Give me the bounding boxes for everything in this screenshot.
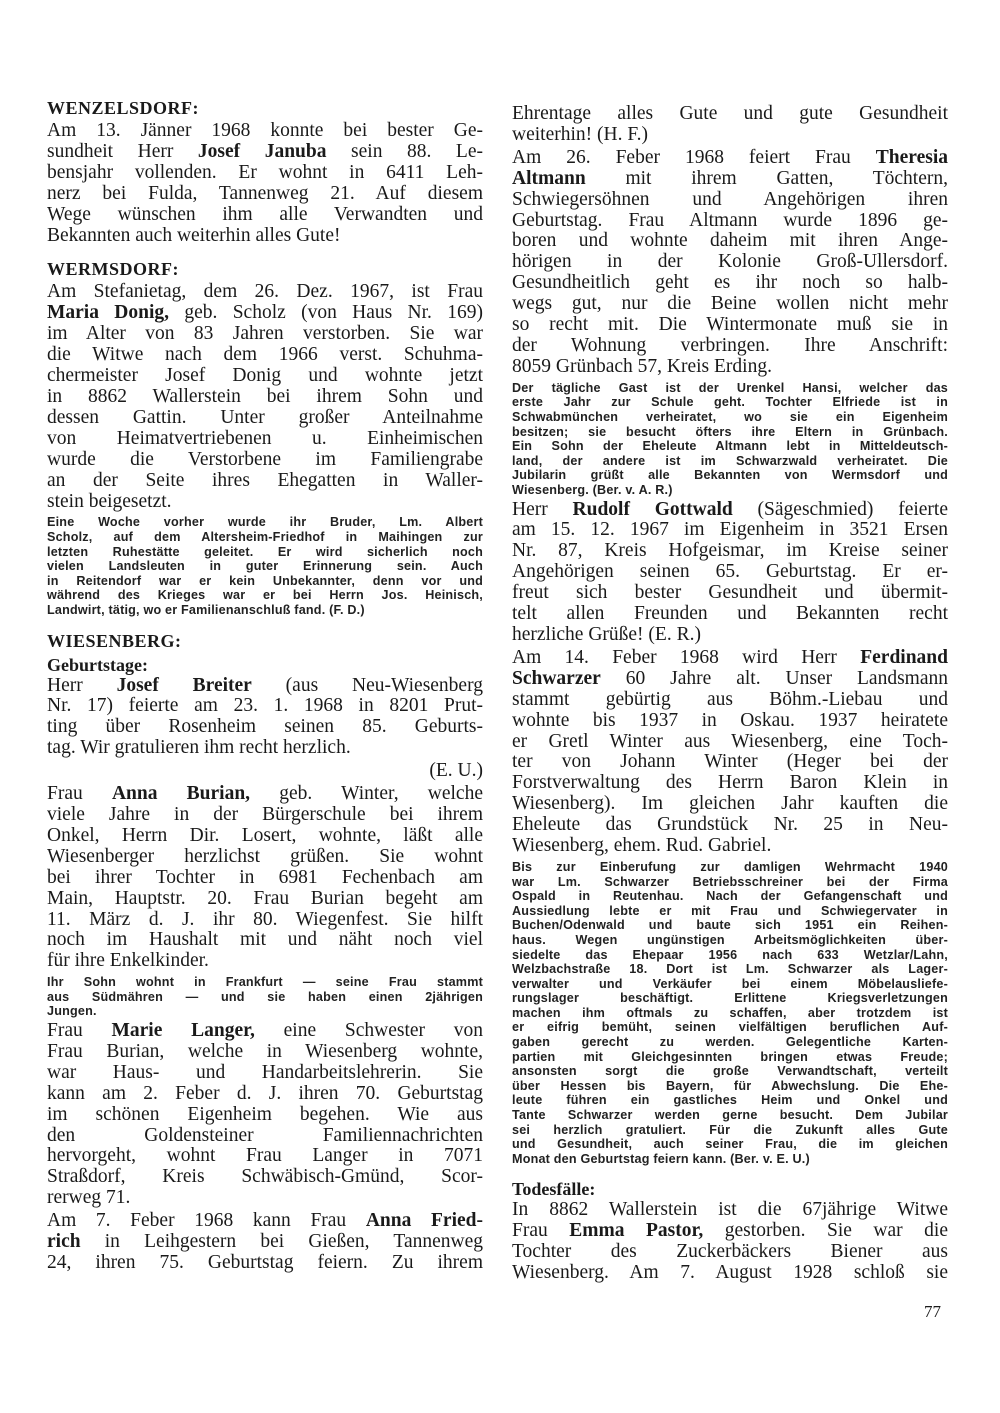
text-line: Jubilarin grüßt alle Bekannten von Wermsdorf und: [512, 468, 948, 483]
text-line: und Gesundheit, auch seiner Frau, die im gleichen: [512, 1137, 948, 1152]
person-name: Scholz,: [47, 530, 93, 544]
text-line: aus Südmähren — und sie haben einen 2jährigen: [47, 989, 483, 1004]
text-segment: geb. Scholz (von Haus Nr. 169): [169, 302, 484, 324]
text-line: tag. Wir gratulieren ihm recht herzlich.: [47, 737, 351, 759]
person-name: Anna Fried-: [365, 1210, 483, 1232]
text-line: Schwiegersöhnen und Angehörigen ihren: [512, 188, 948, 210]
text-line: sei herzlich gratuliert. Für die Zukunft alles Gute: [512, 1122, 948, 1137]
text-line: Wiesenberg, ehem. Rud. Gabriel.: [512, 835, 772, 857]
person-name: Josef Breiter: [116, 674, 252, 696]
text-line: Buchen/Odenwald und baute sich 1951 ein Reihen-: [512, 918, 948, 933]
person-name: Altmann: [512, 167, 586, 189]
text-line: [47, 784, 483, 805]
text-line: ansonsten sorgt die große Verwandtschaft, verteilt: [512, 1064, 948, 1079]
text-segment: geb. Winter, welche: [250, 783, 483, 805]
text-line: Monat den Geburtstag feiern kann. (Ber. v. E. U.): [512, 1151, 810, 1166]
text-line: kann am 2. Feber d. J. ihren 70. Geburtstag: [47, 1082, 483, 1104]
text-line: partien mit Gleichgesinnten bringen etwas Freude;: [512, 1049, 948, 1064]
text-line: der Wohnung verbringen. Ihre Anschrift:: [512, 334, 948, 356]
text-line: WIESENBERG:: [47, 630, 182, 651]
section-heading: [47, 97, 483, 119]
text-line: so recht mit. Die Wintermonate muß sie in: [512, 314, 948, 336]
text-line: Bis zur Einberufung zur damligen Wehrmacht 1940: [512, 859, 948, 874]
text-line: in 8862 Wallerstein bei ihrem Sohn und: [47, 385, 483, 407]
paragraph: [512, 500, 948, 646]
text-line: den Goldensteiner Familiennachrichten: [47, 1124, 483, 1146]
text-line: [47, 142, 483, 163]
text-line: Ospald in Reutenhau. Nach der Gefangenschaft und: [512, 889, 948, 904]
text-line: leute führen ein gastliches Heim und Onkel und: [512, 1093, 948, 1108]
paragraph: [512, 148, 948, 378]
text-line: WERMSDORF:: [47, 259, 179, 280]
text-segment: mit ihrem Gatten, Töchtern,: [585, 167, 948, 189]
text-line: stammt gebürtig aus Böhm.-Liebau und: [512, 688, 948, 710]
text-segment: (aus Neu-Wiesenberg: [251, 674, 483, 696]
text-line: war Lm. Schwarzer Betriebsschreiner bei der Firma: [512, 874, 948, 889]
text-line: Am 13. Jänner 1968 konnte bei bester Ge-: [47, 120, 483, 141]
text-line: Onkel, Herrn Dir. Losert, wohnte, läßt alle: [47, 824, 483, 846]
paragraph: [47, 676, 483, 760]
text-line: besitzen; sie besucht öfters ihre Eltern in Grünbach.: [512, 424, 948, 439]
text-line: hörigen in der Kolonie Groß-Ullersdorf.: [512, 251, 948, 273]
text-line: letzten Ruhestätte geleitet. Er wird sicherlich noch: [47, 544, 483, 559]
text-line: Welzbachstraße 18. Dort ist Lm. Schwarzer als Lager-: [512, 962, 948, 977]
text-line: 24, ihren 75. Geburtstag feiern. Zu ihrem: [47, 1252, 483, 1273]
text-line: Nr. 87, Kreis Hofgeismar, im Kreise seiner: [512, 540, 948, 562]
text-line: die Witwe nach dem 1966 verst. Schuhma-: [47, 344, 483, 366]
text-line: freut sich bester Gesundheit und übermit-: [512, 582, 948, 604]
section-heading: [47, 258, 483, 280]
person-name: Albert: [445, 515, 483, 530]
small-print-note: [512, 381, 948, 498]
text-segment: sein 88. Le-: [326, 140, 483, 162]
text-segment: Am 26. Feber 1968 feiert Frau: [512, 146, 876, 168]
text-line: noch im Haushalt mit und näht noch viel: [47, 929, 483, 951]
text-line: wurde die Verstorbene im Familiengrabe: [47, 448, 483, 470]
person-name: Anna Burian,: [111, 783, 251, 805]
text-line: Straßdorf, Kreis Schwäbisch-Gmünd, Scor-: [47, 1166, 483, 1188]
text-line: bei ihrer Tochter in 6981 Fechenbach am: [47, 866, 483, 888]
text-line: für ihre Enkelkinder.: [47, 950, 209, 972]
text-segment: Frau: [47, 783, 112, 805]
subheading: [47, 654, 483, 676]
text-line: [47, 303, 483, 324]
text-line: [512, 1221, 948, 1242]
text-line: Wiesenberger herzlichst grüßen. Sie wohnt: [47, 845, 483, 867]
text-line: während des Krieges war er bei Herrn Jos. Heinisch,: [47, 588, 483, 603]
text-line: Nr. 17) feierte am 23. 1. 1968 in 8201 Prut-: [47, 695, 483, 717]
text-line: am 15. 12. 1967 im Eigenheim in 3521 Ersen: [512, 519, 948, 541]
text-line: land, der andere ist im Schwarzwald verheiratet. Die: [512, 453, 948, 468]
text-line: Wiesenberg. (Ber. v. A. R.): [512, 482, 673, 497]
text-segment: Frau: [47, 1020, 112, 1042]
paragraph: [47, 1211, 483, 1274]
text-line: Landwirt, tätig, wo er Familienanschluß fand. (F. D.): [47, 602, 365, 617]
text-line: ting über Rosenheim seinen 85. Geburts-: [47, 716, 483, 738]
text-line: telt allen Freunden und Bekannten recht: [512, 603, 948, 625]
text-line: Der tägliche Gast ist der Urenkel Hansi, welcher das: [512, 380, 948, 395]
text-segment: in Leihgestern bei Gießen, Tannenweg: [80, 1231, 483, 1253]
paragraph: [47, 121, 483, 246]
text-line: weiterhin! (H. F.): [512, 123, 648, 145]
text-line: wegs gut, nur die Beine wollen nicht mehr: [512, 293, 948, 315]
text-line: von Heimatvertriebenen u. Einheimischen: [47, 427, 483, 449]
text-line: nerz bei Fulda, Tannenweg 21. Auf diesem: [47, 182, 483, 204]
text-line: [47, 515, 483, 530]
attribution: [47, 761, 483, 782]
text-line: an der Seite ihres Ehegatten in Waller-: [47, 469, 483, 491]
text-line: WENZELSDORF:: [47, 98, 200, 118]
text-segment: Herr: [47, 674, 117, 696]
text-line: (E. U.): [429, 760, 483, 782]
paragraph: [47, 1021, 483, 1209]
text-line: im Alter von 83 Jahren verstorben. Sie war: [47, 323, 483, 345]
person-name: Maria Donig,: [47, 302, 170, 324]
text-line: [47, 676, 483, 697]
text-line: Eheleute das Grundstück Nr. 25 in Neu-: [512, 814, 948, 836]
text-segment: gestorben. Sie war die: [703, 1220, 948, 1242]
text-line: Ehrentage alles Gute und gute Gesundheit: [512, 103, 948, 124]
paragraph: [47, 784, 483, 972]
text-line: Geburtstage:: [47, 654, 148, 675]
text-line: rerweg 71.: [47, 1187, 131, 1209]
text-segment: sundheit Herr: [47, 140, 198, 162]
left-column: [47, 91, 483, 1276]
text-line: über Hessen bis Bayern, für Abwechslung. Die Ehe-: [512, 1078, 948, 1093]
text-line: Todesfälle:: [512, 1179, 596, 1200]
text-line: haus. Wegen ungünstigen Arbeitsmöglichkeiten über-: [512, 932, 948, 947]
paragraph: [47, 282, 483, 512]
text-line: wohnte bis 1937 in Oskau. 1937 heiratete: [512, 709, 948, 731]
person-name: Rudolf Gottwald: [572, 498, 733, 520]
paragraph: [512, 1200, 948, 1284]
text-segment: auf dem Altersheim-Friedhof in Maihingen zur: [92, 530, 483, 544]
text-segment: 60 Jahre alt. Unser Landsmann: [600, 667, 948, 689]
person-name: Theresia: [875, 146, 948, 168]
text-line: [47, 1232, 483, 1253]
text-line: verwalter und Verkäufer bei einem Möbelausliefe-: [512, 976, 948, 991]
text-line: Wiesenberg. Am 7. August 1928 schloß sie: [512, 1262, 948, 1284]
paragraph: [512, 648, 948, 857]
person-name: rich: [47, 1231, 81, 1253]
text-line: Tochter des Zuckerbäckers Biener aus: [512, 1241, 948, 1263]
text-segment: Frau: [512, 1220, 570, 1242]
small-print-note: [47, 515, 483, 617]
page-number: 77: [924, 1302, 941, 1321]
person-name: Ferdinand: [860, 646, 948, 668]
text-line: Main, Hauptstr. 20. Frau Burian begeht am: [47, 887, 483, 909]
text-line: dessen Gattin. Unter großer Anteilnahme: [47, 406, 483, 428]
text-line: er Gretl Winter aus Wiesenberg, eine Toch-: [512, 730, 948, 752]
text-line: [47, 530, 483, 545]
text-line: im schönen Eigenheim begehen. Wie aus: [47, 1103, 483, 1125]
text-line: herzliche Grüße! (E. R.): [512, 623, 701, 645]
person-name: Schwarzer: [512, 667, 601, 689]
text-line: Angehörigen seinen 65. Geburtstag. Er er-: [512, 561, 948, 583]
text-line: in Reitendorf war er kein Unbekannter, denn vor und: [47, 573, 483, 588]
text-line: Gesundheitlich geht es ihr noch so halb-: [512, 272, 948, 294]
text-line: boren und wohnte daheim mit ihren Ange-: [512, 230, 948, 252]
text-line: Ein Sohn der Eheleute Altmann lebt in Mitteldeutsch-: [512, 439, 948, 454]
text-line: Ihr Sohn wohnt in Frankfurt — seine Frau stammt: [47, 975, 483, 990]
text-line: [512, 148, 948, 169]
text-line: viele Jahre in der Bürgerschule bei ihrem: [47, 804, 483, 825]
text-line: bensjahr vollenden. Er wohnt in 6411 Leh-: [47, 161, 483, 183]
person-name: Marie Langer,: [111, 1020, 255, 1042]
text-line: Geburtstag. Frau Altmann wurde 1896 ge-: [512, 209, 948, 231]
text-line: Bekannten auch weiterhin alles Gute!: [47, 224, 341, 246]
text-segment: (Sägeschmied) feierte: [732, 498, 948, 520]
text-line: Wiesenberg). Im gleichen Jahr kauften die: [512, 793, 948, 815]
text-line: war Haus- und Handarbeitslehrerin. Sie: [47, 1061, 483, 1083]
text-line: [47, 1211, 483, 1232]
text-line: rungslager beschäftigt. Erlittene Kriegsverletzungen: [512, 991, 948, 1006]
text-line: gaben gerecht zu werden. Gelegentliche Karten-: [512, 1035, 948, 1050]
small-print-note: [47, 975, 483, 1019]
text-line: erste Jahr zur Schule geht. Tochter Elfriede ist in: [512, 395, 948, 410]
right-column: [512, 104, 948, 1286]
text-line: Schwabmünchen verheiratet, wo sie ein Eigenheim: [512, 409, 948, 424]
text-line: ter von Johann Winter (Heger bei der: [512, 751, 948, 773]
text-line: stein beigesetzt.: [47, 490, 172, 512]
small-print-note: [512, 860, 948, 1166]
text-segment: Eine Woche vorher wurde ihr Bruder, Lm.: [47, 515, 446, 530]
text-line: [512, 669, 948, 690]
text-line: [512, 648, 948, 669]
text-line: Jungen.: [47, 1004, 97, 1019]
text-line: [512, 500, 948, 521]
text-line: In 8862 Wallerstein ist die 67jährige Witwe: [512, 1199, 948, 1221]
text-segment: Am 7. Feber 1968 kann Frau: [47, 1210, 366, 1232]
text-line: er eifrig bemüht, seinen vielfältigen beruflichen Auf-: [512, 1020, 948, 1035]
person-name: Emma Pastor,: [569, 1220, 704, 1242]
text-line: siedelte das Ehepaar 1956 nach 633 Wetzlar/Lahn,: [512, 947, 948, 962]
text-line: Am Stefanietag, dem 26. Dez. 1967, ist Frau: [47, 281, 483, 303]
text-line: [47, 1021, 483, 1042]
text-line: vielen Landsleuten in guter Erinnerung sein. Auch: [47, 559, 483, 574]
text-segment: Am 14. Feber 1968 wird Herr: [512, 646, 861, 668]
text-line: hervorgeht, wohnt Frau Langer in 7071: [47, 1145, 483, 1167]
text-segment: eine Schwester von: [254, 1020, 484, 1042]
text-line: Aussiedlung lebte er mit Frau und Schwiegervater in: [512, 903, 948, 918]
section-heading: [47, 630, 483, 652]
subheading: [512, 1178, 948, 1200]
text-line: Wege wünschen ihm alle Verwandten und: [47, 203, 483, 225]
text-line: Forstverwaltung des Herrn Baron Klein in: [512, 772, 948, 794]
text-segment: Herr: [512, 498, 573, 520]
text-line: Frau Burian, welche in Wiesenberg wohnte,: [47, 1040, 483, 1062]
text-line: 11. März d. J. ihr 80. Wiegenfest. Sie hilft: [47, 908, 483, 930]
paragraph: [512, 104, 948, 146]
text-line: [512, 169, 948, 190]
person-name: Josef Januba: [197, 140, 327, 162]
text-line: Tante Schwarzer werden gerne besucht. Dem Jubilar: [512, 1108, 948, 1123]
text-line: 8059 Grünbach 57, Kreis Erding.: [512, 355, 772, 377]
text-line: chermeister Josef Donig und wohnte jetzt: [47, 365, 483, 387]
text-line: machen ihm oftmals zu schaffen, aber trotzdem ist: [512, 1005, 948, 1020]
